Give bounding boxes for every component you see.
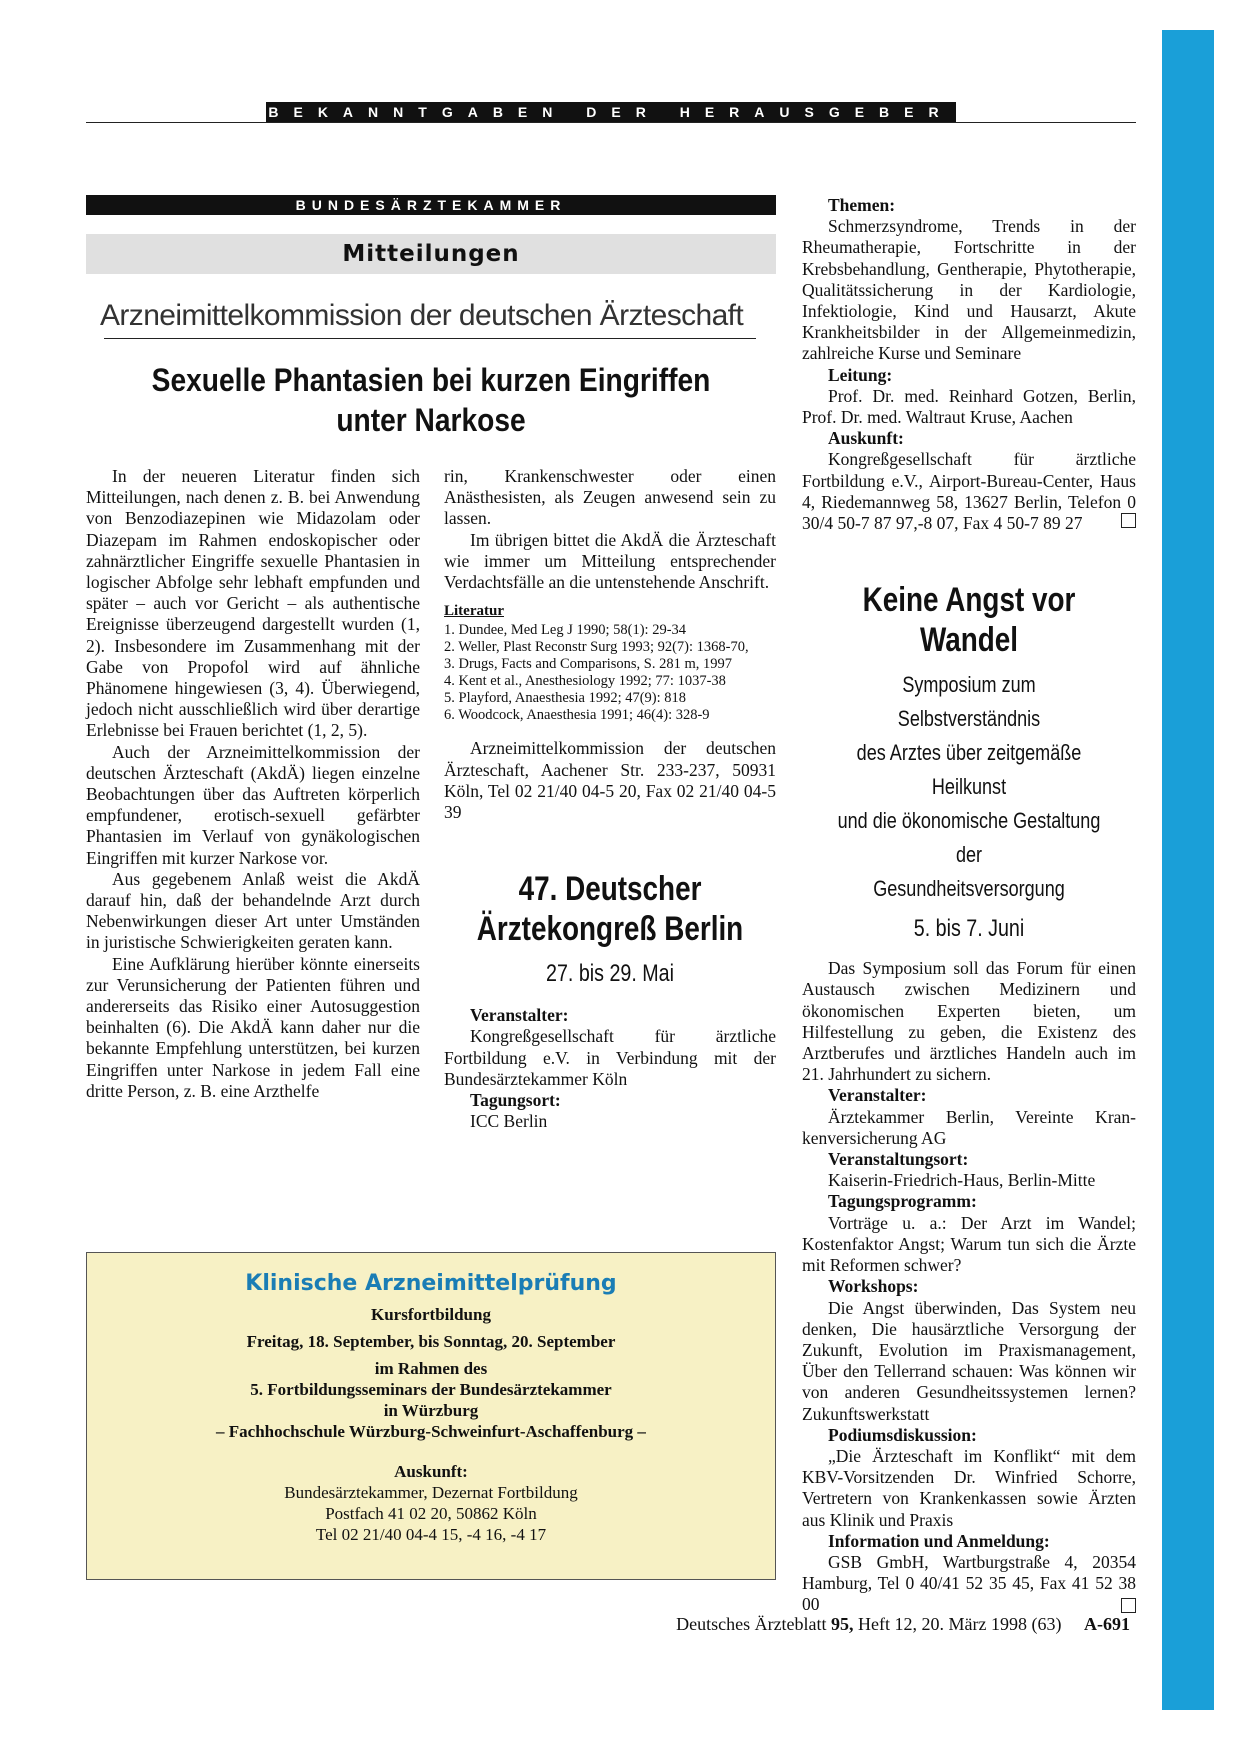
symposium-programm-label: Tagungsprogramm:: [828, 1191, 977, 1212]
literature-item: 3. Drugs, Facts and Comparisons, S. 281 m, 1997: [444, 656, 732, 673]
symposium-date: 5. bis 7. Juni: [913, 915, 1025, 943]
course-line: Kursfortbildung: [371, 1305, 491, 1324]
symposium-veranstalter: Ärztekammer Berlin, Vereinte Krankenversicherung AG: [802, 1106, 1136, 1148]
page-number: A-691: [1084, 1614, 1130, 1634]
paragraph: In der neueren Literatur finden sich Mitteilungen, nach denen z. B. bei Anwendung von Benzodiazepinen wie Midazolam oder Diazepam im Rahmen endoskopischer oder zahnärztlicher Eingriffe sexuelle Phantasien in logischer Abfolge sehr lebhaft empfunden und später – auch vor Gericht – als authentische Ereignisse überzeugend dargestellt wurden (1, 2). Insbesondere im Zusammenhang mit der Gabe von Propofol wird auf ähnliche Phänomene hingewiesen (3, 4). Überwiegend, jedoch nicht ausschließlich wird über derartige Erlebnisse bei Frauen berichtet (1, 2, 5).: [86, 466, 420, 741]
page-footer: [610, 1614, 1130, 1635]
symposium-info-label: Information und Anmeldung:: [828, 1530, 1050, 1551]
literature-item: 2. Weller, Plast Reconstr Surg 1993; 92(7): 1368-70,: [444, 639, 749, 656]
org-underline: [104, 338, 756, 339]
kongress-leitung-label: Leitung:: [828, 364, 893, 385]
literature-heading: Literatur: [444, 603, 504, 620]
symposium-workshops: Die Angst überwinden, Das System neu denken, Die hausärztliche Versorgung der Zukunft, Evolution im Praxismanagement, Über den Tellerrand schauen: Was können wir von anderen Gesundheitssystemen lernen? Zukunftswerkstatt: [802, 1297, 1136, 1424]
course-contact-line: Tel 02 21/40 04-4 15, -4 16, -4 17: [315, 1525, 547, 1544]
article-title-line2: unter Narkose: [336, 402, 526, 438]
kongress-date: 27. bis 29. Mai: [546, 960, 674, 988]
literature-item: 4. Kent et al., Anesthesiology 1992; 77: 1037-38: [444, 673, 726, 690]
kongress-themen: Schmerzsyndrome, Trends in der Rheumatherapie, Fortschritte in der Krebsbehandlung, Gentherapie, Phytotherapie, Qualitätssicherung in der Kardiologie, Infektiologie, Kind und Hausarzt, Akute Krankheitsbilder in der Allgemeinmedizin, zahlreiche Kurse und Seminare: [802, 216, 1136, 364]
article-org-heading: Arzneimittelkommission der deutschen Ärzteschaft: [100, 299, 744, 332]
symposium-info: [802, 1552, 1136, 1616]
symposium-title-line2: Wandel: [919, 621, 1019, 660]
symposium-ort-label: Veranstaltungsort:: [828, 1149, 969, 1170]
symposium-title-line1: Keine Angst vor: [862, 581, 1076, 620]
kongress-title-line1: 47. Deutscher: [518, 870, 702, 909]
header-band: BEKANNTGABEN DER HERAUSGEBER: [266, 102, 956, 122]
symposium-subtitle-line: Gesundheitsversorgung: [873, 876, 1065, 902]
symposium-intro: Das Symposium soll das Forum für einen Austausch zwischen Medizinern und ökonomischen Experten bieten, um Hilfestellung zu geben, die Existenz des Arztberufes und ärztliches Handeln auch im 21. Jahrhundert zu sichern.: [802, 958, 1136, 1085]
side-color-bar: [1162, 30, 1214, 1710]
kongress-auskunft-label: Auskunft:: [828, 428, 904, 449]
course-announcement-box: [86, 1252, 776, 1580]
symposium-programm: Vorträge u. a.: Der Arzt im Wandel; Kostenfaktor Angst; Warum tun sich die Ärzte mit Reformen schwer?: [802, 1212, 1136, 1276]
contact-address: Arzneimittelkommission der deutschen Ärzteschaft, Aachener Str. 233-237, 50931 Köln, Tel 02 21/40 04-5 20, Fax 02 21/40 04-5 39: [444, 738, 776, 823]
kongress-veranstalter: Kongreßgesellschaft für ärztliche Fortbildung e.V. in Verbindung mit der Bundesärztekammer Köln: [444, 1026, 776, 1089]
kongress-auskunft: [802, 449, 1136, 534]
journal-name: Deutsches Ärzteblatt: [676, 1614, 827, 1634]
literature-item: 6. Woodcock, Anaesthesia 1991; 46(4): 328-9: [444, 707, 710, 724]
paragraph: Aus gegebenem Anlaß weist die AkdÄ darauf hin, daß der behandelnde Arzt durch Nebenwirkungen dieser Art unter Umständen in juristische Schwierigkeiten geraten kann.: [86, 868, 420, 953]
paragraph: Eine Aufklärung hierüber könnte einerseits zur Verunsicherung der Patienten führen und andererseits das Risiko einer Autosuggestion beinhalten (6). Die AkdÄ kann daher nur die bekannte Empfehlung unterstützen, bei kurzen Eingriffen unter Narkose in jedem Fall eine dritte Person, z. B. eine Arzthelfe: [86, 953, 420, 1101]
symposium-subtitle-line: des Arztes über zeitgemäße Heilkunst: [856, 740, 1082, 800]
symposium-podium-label: Podiumsdiskussion:: [828, 1424, 977, 1445]
course-line: im Rahmen des: [374, 1359, 488, 1378]
literature-item: 5. Playford, Anaesthesia 1992; 47(9): 818: [444, 690, 687, 707]
course-contact-line: Postfach 41 02 20, 50862 Köln: [325, 1504, 537, 1523]
course-auskunft-label: Auskunft:: [394, 1462, 468, 1481]
symposium-subtitle-line: Symposium zum Selbstverständnis: [897, 672, 1041, 732]
kongress-title-line2: Ärztekongreß Berlin: [476, 910, 744, 949]
course-contact-line: Bundesärztekammer, Dezernat Fortbildung: [284, 1483, 578, 1502]
article-column-2: [444, 466, 776, 1132]
kongress-tagungsort-label: Tagungsort:: [470, 1090, 561, 1111]
course-title: Klinische Arzneimittelprüfung: [245, 1271, 617, 1296]
kongress-title: [474, 869, 746, 949]
symposium-subtitle-line: und die ökonomische Gestaltung der: [837, 808, 1101, 868]
symposium-workshops-label: Workshops:: [828, 1276, 919, 1297]
symposium-podium: „Die Ärzteschaft im Konflikt“ mit dem KBV-Vorsitzenden Dr. Winfried Schorre, Vertretern von Krankenkassen sowie Ärzten aus Klinik und Praxis: [802, 1445, 1136, 1530]
symposium-info-text: GSB GmbH, Wartburgstraße 4, 20354 Hamburg, Tel 0 40/41 52 35 45, Fax 41 52 38 00: [802, 1551, 1136, 1615]
course-line: in Würzburg: [383, 1401, 479, 1420]
course-line: – Fachhochschule Würzburg-Schweinfurt-Aschaffenburg –: [216, 1422, 646, 1441]
kongress-leitung: Prof. Dr. med. Reinhard Gotzen, Berlin, Prof. Dr. med. Waltraut Kruse, Aachen: [802, 385, 1136, 428]
paragraph: rin, Krankenschwester oder einen Anästhesisten, als Zeugen anwesend sein zu lassen.: [444, 466, 776, 529]
end-mark-icon: [1121, 1598, 1136, 1613]
course-line: Freitag, 18. September, bis Sonntag, 20. September: [246, 1332, 616, 1351]
symposium-title: [832, 580, 1106, 660]
journal-issue: Heft 12, 20. März 1998 (63): [858, 1614, 1062, 1634]
literature-item: 1. Dundee, Med Leg J 1990; 58(1): 29-34: [444, 622, 687, 639]
header-rule: [86, 122, 1136, 123]
section-band: BUNDESÄRZTEKAMMER: [86, 195, 776, 215]
kongress-tagungsort: ICC Berlin: [470, 1111, 548, 1132]
journal-volume: 95,: [831, 1614, 854, 1634]
symposium-ort: Kaiserin-Friedrich-Haus, Berlin-Mitte: [828, 1170, 1096, 1191]
literature-list: [444, 622, 776, 724]
section-heading: Mitteilungen: [86, 234, 776, 274]
symposium-subtitle: [832, 668, 1106, 906]
paragraph: Auch der Arzneimittelkommission der deutschen Ärzteschaft (AkdÄ) liegen einzelne Beobachtungen über das Auftreten körperlich empfundener, erotisch-sexuell gefärbter Phantasien im Verlauf von gynäkologischen Eingriffen mit kurzer Narkose vor.: [86, 741, 420, 868]
article-title: [127, 360, 734, 440]
kongress-veranstalter-label: Veranstalter:: [470, 1005, 569, 1026]
symposium-veranstalter-label: Veranstalter:: [828, 1085, 927, 1106]
article-column-3: [802, 195, 1136, 1616]
course-line: 5. Fortbildungsseminars der Bundesärztekammer: [250, 1380, 612, 1399]
article-column-1: [86, 466, 420, 1102]
kongress-auskunft-text: Kongreßgesellschaft für ärztliche Fortbildung e.V., Airport-Bureau-Center, Haus 4, Riedemannweg 58, 13627 Berlin, Telefon 0 30/4 50-7 87 97,-8 07, Fax 4 50-7 89 27: [802, 449, 1136, 534]
end-mark-icon: [1121, 513, 1136, 528]
kongress-themen-label: Themen:: [828, 195, 896, 215]
article-title-line1: Sexuelle Phantasien bei kurzen Eingriffen: [151, 362, 711, 398]
paragraph: Im übrigen bittet die AkdÄ die Ärzteschaft wie immer um Mitteilung entsprechender Verdachtsfälle an die untenstehende Anschrift.: [444, 529, 776, 593]
